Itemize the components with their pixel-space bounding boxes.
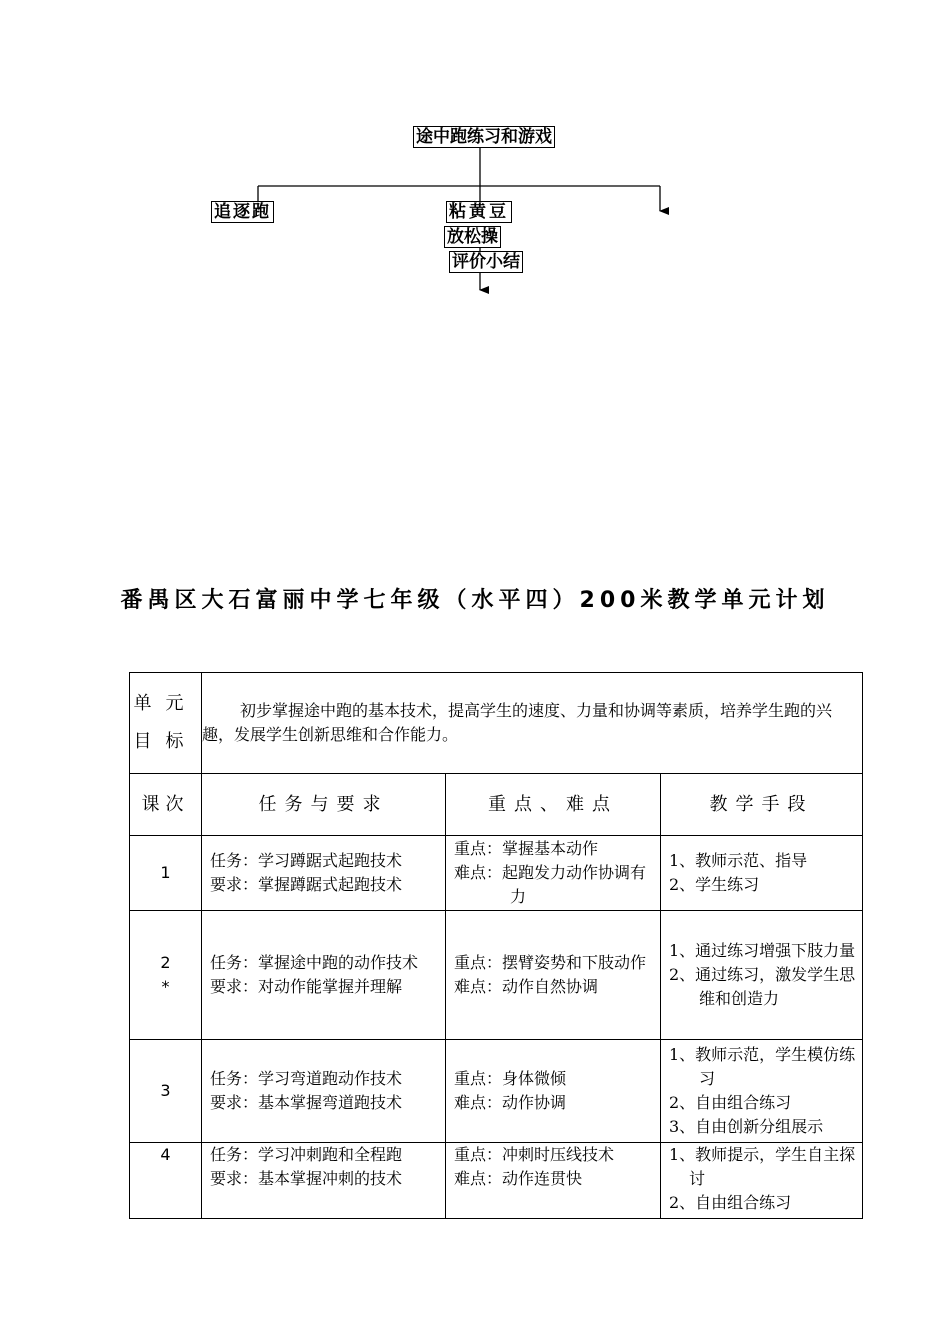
lesson-number [130,911,202,1040]
flow-summary-box: 评价小结 [449,251,523,273]
lesson-number-value: 1 [160,863,171,882]
lesson-number [130,1143,202,1219]
method-item: 2、自由组合练习 [669,1193,792,1212]
flow-stick-beans-box: 粘黄豆 [446,201,512,223]
method-item: 2、自由组合练习 [669,1093,792,1112]
goal-row [130,673,863,774]
lesson-number [130,1040,202,1143]
lesson-number-value: 4 [160,1145,171,1164]
table-row [130,836,863,911]
key-points-cell [446,1143,661,1219]
goal-label-line-1: 单元 [133,693,198,714]
goal-label-cell [130,673,202,774]
difficulty-text: 难点：起跑发力动作协调有力 [454,863,647,906]
method-item: 1、教师提示，学生自主探讨 [669,1145,856,1188]
difficulty-text: 难点：动作自然协调 [454,977,599,996]
methods-cell [661,836,863,911]
task-text: 任务：学习蹲踞式起跑技术 [210,851,403,870]
flow-relax-exercise-box: 放松操 [444,226,501,248]
task-text: 任务：学习弯道跑动作技术 [210,1069,403,1088]
method-item: 2、学生练习 [669,875,760,894]
lesson-number-value: 3 [160,1081,171,1100]
flow-chase-run-box: 追逐跑 [211,201,274,223]
important-lesson-mark: * [161,977,170,996]
method-item: 3、自由创新分组展示 [669,1117,824,1136]
table-row [130,1040,863,1143]
task-cell [202,911,446,1040]
key-points-cell [446,836,661,911]
lesson-number [130,836,202,911]
goal-text: 初步掌握途中跑的基本技术，提高学生的速度、力量和协调等素质，培养学生跑的兴趣，发展学生创新思维和合作能力。 [202,673,863,774]
lesson-flow-diagram [0,0,950,320]
requirement-text: 要求：基本掌握冲刺的技术 [210,1169,403,1188]
task-text: 任务：掌握途中跑的动作技术 [210,953,419,972]
table-row [130,1143,863,1219]
goal-label-line-2: 目标 [133,731,198,752]
methods-cell [661,911,863,1040]
header-row [130,774,863,836]
key-points-cell [446,1040,661,1143]
key-point-text: 重点：冲刺时压线技术 [454,1145,615,1164]
requirement-text: 要求：对动作能掌握并理解 [210,977,403,996]
methods-cell [661,1143,863,1219]
difficulty-text: 难点：动作连贯快 [454,1169,583,1188]
methods-cell [661,1040,863,1143]
header-key-points: 重点、难点 [446,774,661,836]
key-point-text: 重点：摆臂姿势和下肢动作 [454,953,647,972]
key-point-text: 重点：掌握基本动作 [454,839,599,858]
method-item: 1、通过练习增强下肢力量 [669,941,856,960]
unit-plan-table [129,672,863,1219]
method-item: 1、教师示范，学生模仿练习 [669,1045,856,1088]
method-item: 1、教师示范、指导 [669,851,808,870]
method-item: 2、通过练习，激发学生思维和创造力 [669,965,856,1008]
table-row [130,911,863,1040]
unit-plan-heading: 番禺区大石富丽中学七年级（水平四）200米教学单元计划 [120,588,830,613]
key-point-text: 重点：身体微倾 [454,1069,567,1088]
requirement-text: 要求：基本掌握弯道跑技术 [210,1093,403,1112]
task-cell [202,1040,446,1143]
task-cell [202,1143,446,1219]
header-methods: 教学手段 [661,774,863,836]
task-text: 任务：学习冲刺跑和全程跑 [210,1145,403,1164]
requirement-text: 要求：掌握蹲踞式起跑技术 [210,875,403,894]
key-points-cell [446,911,661,1040]
flow-title-box: 途中跑练习和游戏 [413,126,555,148]
header-lesson: 课次 [130,774,202,836]
header-task: 任务与要求 [202,774,446,836]
difficulty-text: 难点：动作协调 [454,1093,567,1112]
lesson-number-value: 2 [160,953,171,972]
task-cell [202,836,446,911]
